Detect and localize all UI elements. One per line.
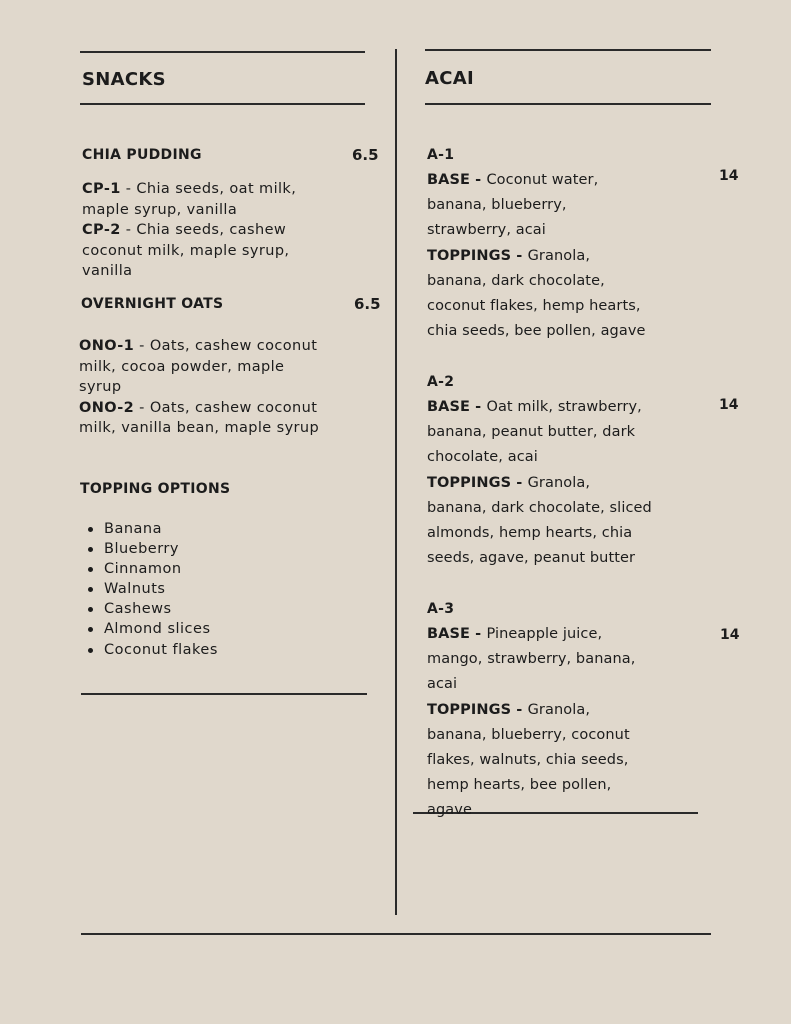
topping-item: Cashews: [80, 599, 218, 619]
toppings-label: TOPPINGS -: [427, 474, 528, 491]
chia-option-desc: - Chia seeds, oat milk, maple syrup, vanilla: [82, 181, 297, 218]
oats-option-code: ONO-1: [79, 338, 135, 354]
chia-pudding-price: 6.5: [352, 146, 379, 164]
chia-pudding-options: [82, 179, 332, 282]
topping-item: Walnuts: [80, 579, 218, 599]
topping-item: Coconut flakes: [80, 640, 218, 660]
acai-item-price: 14: [720, 627, 740, 643]
base-text: Oat milk, strawberry, banana, peanut butter, dark chocolate, acai: [427, 399, 642, 466]
acai-item-desc: [427, 622, 652, 824]
oats-option-1: [79, 336, 329, 398]
oats-option-desc: - Oats, cashew coconut milk, vanilla bean, maple syrup: [79, 399, 320, 436]
base-text: Coconut water, banana, blueberry, strawberry, acai: [427, 172, 599, 239]
chia-option-code: CP-2: [82, 222, 121, 238]
oats-option-code: ONO-2: [79, 399, 135, 416]
base-label: BASE -: [427, 399, 487, 415]
chia-pudding-title: CHIA PUDDING: [82, 147, 202, 163]
toppings-text: Granola, banana, blueberry, coconut flakes, walnuts, chia seeds, hemp hearts, bee pollen, agave: [427, 701, 630, 819]
acai-item-desc: [427, 168, 652, 344]
toppings-label: TOPPINGS -: [427, 701, 528, 718]
base-label: BASE -: [427, 172, 487, 188]
acai-item-code: A-2: [427, 374, 455, 390]
topping-item: Blueberry: [80, 539, 218, 559]
overnight-oats-title: OVERNIGHT OATS: [81, 296, 224, 312]
acai-heading: ACAI: [425, 68, 474, 89]
topping-item: Cinnamon: [80, 559, 218, 579]
toppings-label: TOPPINGS -: [427, 247, 528, 264]
oats-option-2: [79, 398, 329, 439]
snacks-heading-rule: [80, 103, 365, 105]
column-divider: [395, 49, 397, 915]
topping-options-list: [80, 519, 218, 660]
chia-option-code: CP-1: [82, 181, 121, 197]
topping-item: Banana: [80, 519, 218, 539]
acai-base: [427, 168, 652, 244]
overnight-oats-price: 6.5: [354, 295, 381, 313]
topping-item: Almond slices: [80, 619, 218, 639]
topping-options-title: TOPPING OPTIONS: [80, 481, 231, 497]
acai-base: [427, 622, 652, 698]
acai-item-code: A-3: [427, 601, 455, 617]
oats-option-desc: - Oats, cashew coconut milk, cocoa powder, maple syrup: [79, 338, 318, 395]
snacks-bottom-rule: [81, 693, 367, 695]
snacks-top-rule: [80, 51, 365, 53]
acai-item-desc: [427, 395, 652, 571]
acai-heading-rule: [425, 103, 711, 105]
acai-top-rule: [425, 49, 711, 51]
chia-option-desc: - Chia seeds, cashew coconut milk, maple syrup, vanilla: [82, 222, 290, 279]
page-bottom-rule: [81, 933, 711, 935]
acai-base: [427, 395, 652, 471]
acai-toppings: [427, 471, 652, 572]
acai-item-price: 14: [719, 397, 739, 413]
overnight-oats-options: [79, 336, 329, 439]
base-text: Pineapple juice, mango, strawberry, banana, acai: [427, 626, 636, 693]
base-label: BASE -: [427, 626, 487, 642]
snacks-heading: SNACKS: [82, 69, 166, 90]
chia-option-1: [82, 179, 332, 220]
chia-option-2: [82, 220, 332, 282]
toppings-text: Granola, banana, dark chocolate, coconut flakes, hemp hearts, chia seeds, bee pollen, agave: [427, 247, 646, 340]
acai-toppings: [427, 698, 652, 824]
toppings-text: Granola, banana, dark chocolate, sliced almonds, hemp hearts, chia seeds, agave, peanut butter: [427, 474, 652, 567]
acai-item-code: A-1: [427, 147, 455, 163]
acai-item-price: 14: [719, 168, 739, 184]
acai-toppings: [427, 244, 652, 345]
